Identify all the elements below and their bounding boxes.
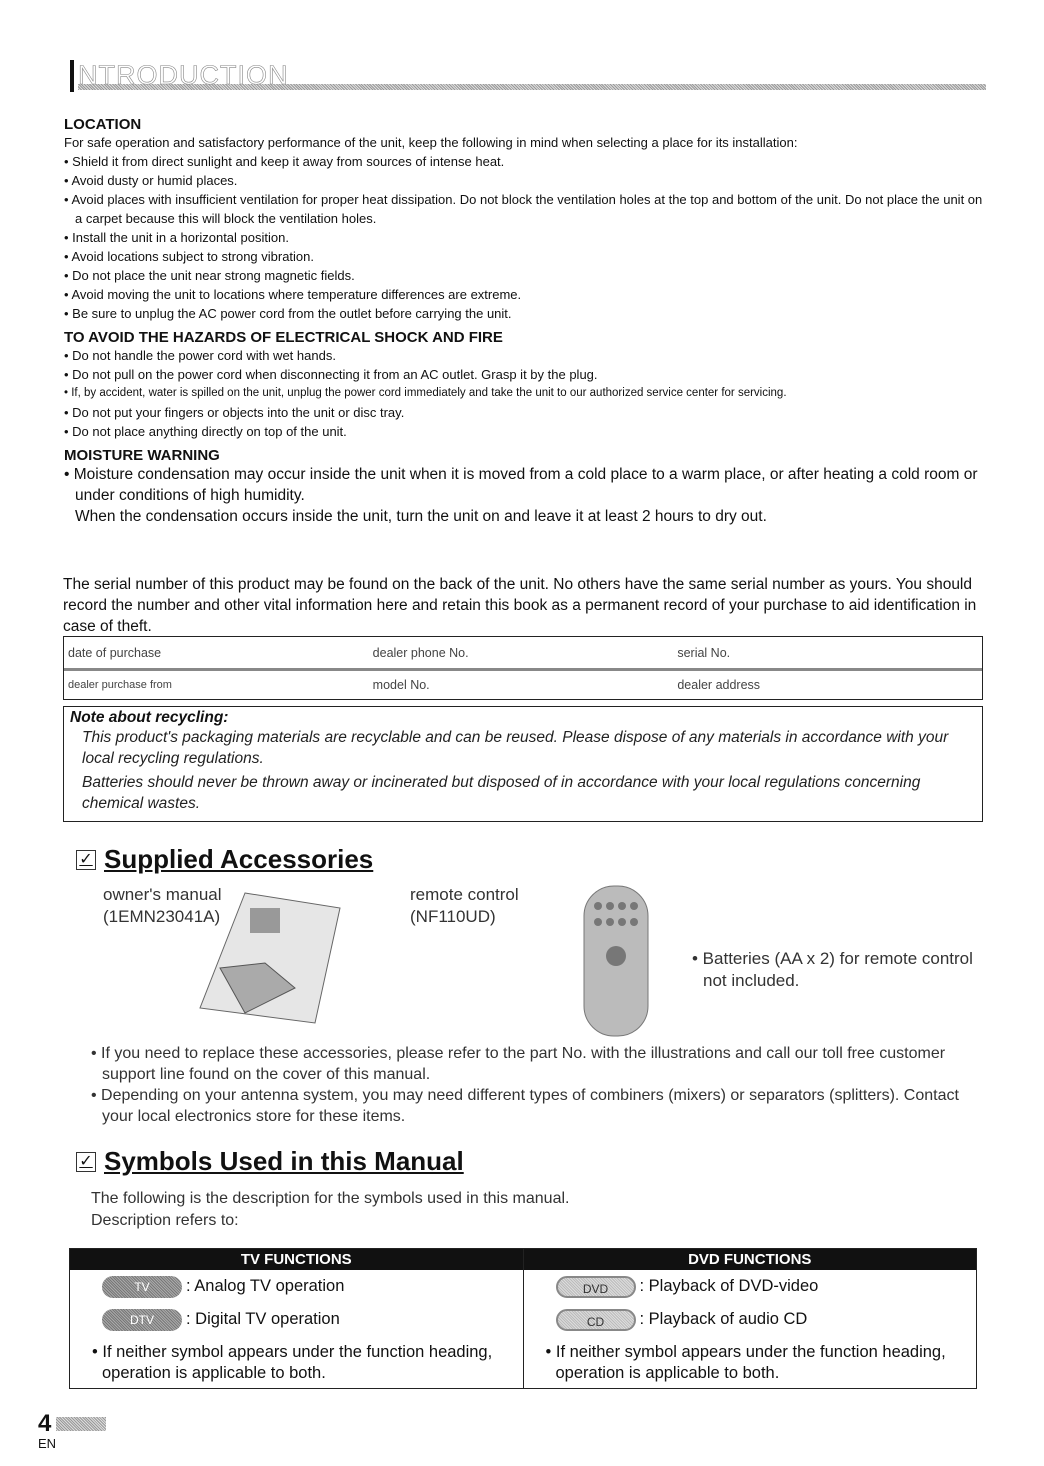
list-item: • Depending on your antenna system, you may need different types of combiners (mixers) or separators (splitters). Contact your local electronics store for these items.	[91, 1087, 959, 1125]
list-item: • Do not place anything directly on top of the unit.	[64, 424, 347, 439]
symbol-note: • If neither symbol appears under the function heading, operation is applicable to both.	[545, 1343, 946, 1382]
symbols-title: Symbols Used in this Manual	[104, 1146, 464, 1176]
location-heading: LOCATION	[64, 116, 142, 133]
record-field[interactable]: dealer address	[677, 678, 761, 692]
accessories-notes	[91, 1043, 984, 1127]
list-item: • Shield it from direct sunlight and keep it away from sources of intense heat.	[64, 154, 505, 169]
hazards-heading: TO AVOID THE HAZARDS OF ELECTRICAL SHOCK AND FIRE	[64, 329, 503, 346]
header-title: NTRODUCTION	[78, 60, 289, 90]
list-item: • Do not place the unit near strong magnetic fields.	[64, 268, 355, 283]
safety-section	[64, 116, 984, 527]
language-label: EN	[38, 1436, 57, 1451]
symbol-note: • If neither symbol appears under the function heading, operation is applicable to both.	[92, 1343, 493, 1382]
remote-name: remote control	[410, 885, 519, 904]
manual-part-no: (1EMN23041A)	[103, 907, 221, 926]
symbol-desc: : Analog TV operation	[186, 1277, 345, 1295]
symbol-row	[524, 1270, 977, 1303]
list-item: • Avoid locations subject to strong vibration.	[64, 249, 315, 264]
dtv-symbol-icon: DTV	[102, 1309, 182, 1331]
record-field[interactable]: dealer purchase from	[68, 679, 172, 691]
location-intro: For safe operation and satisfactory performance of the unit, keep the following in mind when selecting a place for its installation:	[64, 135, 798, 150]
list-item: • Moisture condensation may occur inside the unit when it is moved from a cold place to a warm place, or after heating a cold room or under conditions of high humidity.	[64, 466, 978, 504]
remote-illustration	[582, 884, 652, 1044]
symbols-intro-line: The following is the description for the symbols used in this manual.	[91, 1190, 570, 1207]
tv-functions-header: TV FUNCTIONS	[70, 1249, 523, 1270]
list-item: • Avoid moving the unit to locations where temperature differences are extreme.	[64, 287, 522, 302]
list-item: • Do not put your fingers or objects into the unit or disc tray.	[64, 405, 405, 420]
recycling-p2: Batteries should never be thrown away or incinerated but disposed of in accordance with your local regulations concerning chemical wastes.	[82, 774, 921, 812]
recycling-p1: This product's packaging materials are recyclable and can be reused. Please dispose of any materials in accordance with your local recycling regulations.	[82, 729, 949, 767]
list-item: • Do not handle the power cord with wet hands.	[64, 348, 336, 363]
checkbox-icon: ✓	[76, 850, 96, 870]
accessories-title: Supplied Accessories	[104, 844, 374, 874]
moisture-note: When the condensation occurs inside the unit, turn the unit on and leave it at least 2 hours to dry out.	[75, 508, 767, 525]
symbols-table	[69, 1248, 977, 1389]
record-field[interactable]: date of purchase	[68, 645, 162, 660]
symbols-heading	[76, 1146, 464, 1177]
list-item: • Avoid dusty or humid places.	[64, 173, 238, 188]
page-number: 4	[38, 1410, 52, 1437]
header-bar	[70, 60, 74, 92]
list-item: • If, by accident, water is spilled on the unit, unplug the power cord immediately and take the unit to our authorized service center for servicing.	[64, 387, 787, 399]
record-field[interactable]: dealer phone No.	[372, 645, 469, 660]
record-field[interactable]: model No.	[372, 678, 430, 692]
symbol-row	[70, 1303, 523, 1336]
batteries-note: • Batteries (AA x 2) for remote control not included.	[692, 949, 973, 990]
list-item: • If you need to replace these accessories, please refer to the part No. with the illustrations and call our toll free customer support line found on the cover of this manual.	[91, 1045, 946, 1083]
record-row	[64, 668, 982, 699]
symbol-desc: : Playback of audio CD	[639, 1310, 808, 1328]
serial-text: The serial number of this product may be found on the back of the unit. No others have the same serial number as yours. You should record the number and other vital information here and retain this book as a permanent record of your purchase to aid identification in case of theft.	[63, 576, 977, 635]
dvd-functions-header: DVD FUNCTIONS	[524, 1249, 977, 1270]
checkbox-icon: ✓	[76, 1152, 96, 1172]
manual-illustration	[195, 888, 345, 1028]
record-row	[64, 637, 982, 668]
dvd-symbol-icon: DVD	[556, 1276, 636, 1298]
cd-symbol-icon: CD	[556, 1309, 636, 1331]
recycling-note	[63, 706, 983, 822]
symbol-row	[524, 1303, 977, 1336]
remote-part-no: (NF110UD)	[410, 907, 496, 926]
accessories-heading	[76, 844, 373, 875]
record-field[interactable]: serial No.	[677, 645, 731, 660]
list-item: • Be sure to unplug the AC power cord from the outlet before carrying the unit.	[64, 306, 512, 321]
list-item: • Install the unit in a horizontal position.	[64, 230, 289, 245]
symbol-row	[70, 1270, 523, 1303]
list-item: • Do not pull on the power cord when disconnecting it from an AC outlet. Grasp it by the plug.	[64, 367, 598, 382]
section-header	[70, 58, 986, 94]
symbol-desc: : Digital TV operation	[186, 1310, 340, 1328]
page-number-decoration	[56, 1417, 106, 1431]
symbol-desc: : Playback of DVD-video	[639, 1277, 819, 1295]
symbols-intro	[91, 1188, 569, 1232]
tv-functions-column	[70, 1249, 523, 1388]
moisture-heading: MOISTURE WARNING	[64, 447, 220, 464]
symbols-intro-line: Description refers to:	[91, 1212, 239, 1229]
tv-symbol-icon: TV	[102, 1276, 182, 1298]
dvd-functions-column	[523, 1249, 977, 1388]
recycling-title: Note about recycling:	[70, 709, 229, 726]
manual-name: owner's manual	[103, 885, 222, 904]
remote-label	[410, 884, 519, 928]
record-table	[63, 636, 983, 700]
list-item: • Avoid places with insufficient ventilation for proper heat dissipation. Do not block the ventilation holes at the top and bottom of the unit. Do not place the unit on a carpet because this will block the ventilation holes.	[64, 192, 983, 226]
